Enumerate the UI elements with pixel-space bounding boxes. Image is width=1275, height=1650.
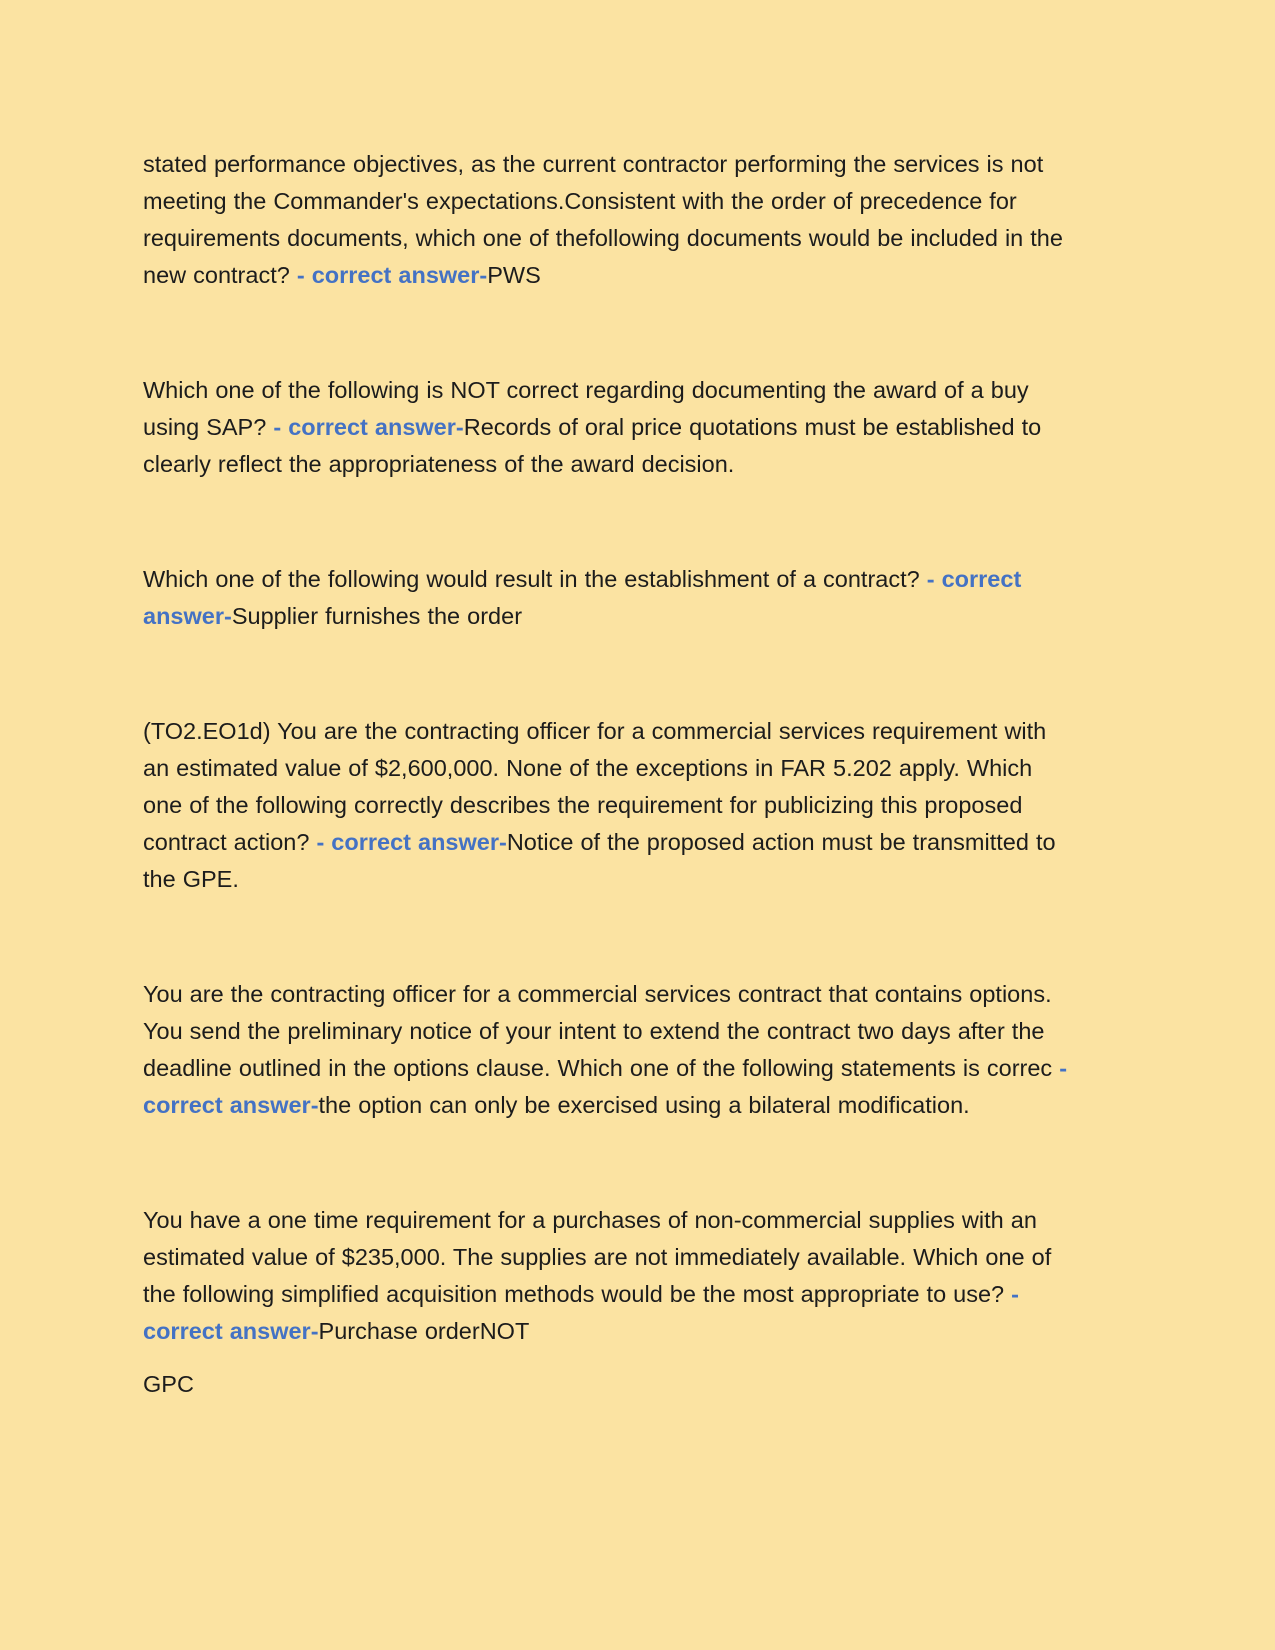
paragraph-text: Supplier furnishes the order — [231, 603, 523, 629]
paragraph-text: stated performance objectives, as the current contractor performing the services is not meeting the Commander's expectations.Consistent with the order of precedence for requirements documents, which one of thefollowing documents would be included in the new contract? — [143, 151, 1063, 288]
paragraph — [143, 561, 1071, 635]
correct-answer-label: - correct answer- — [296, 262, 488, 288]
paragraph-text: GPC — [143, 1371, 194, 1397]
paragraph-text: Which one of the following would result in the establishment of a contract? — [143, 566, 927, 592]
correct-answer-label: - correct answer- — [316, 829, 507, 855]
paragraph — [143, 1202, 1071, 1350]
document-content — [143, 146, 1071, 1419]
paragraph — [143, 372, 1071, 483]
paragraph — [143, 713, 1071, 898]
paragraph-text: Purchase orderNOT — [318, 1318, 530, 1344]
paragraph-text: the option can only be exercised using a bilateral modification. — [318, 1092, 970, 1118]
correct-answer-label: - correct answer- — [143, 1281, 1019, 1344]
paragraph-text: You are the contracting officer for a commercial services contract that contains options. You send the preliminary notice of your intent to extend the contract two days after the deadline outlined in the options clause. Which one of the following statements is correc — [143, 981, 1060, 1081]
paragraph-text: Notice of the proposed action must be transmitted to the GPE. — [143, 829, 1056, 892]
correct-answer-label: - correct answer- — [143, 566, 1022, 629]
paragraph — [143, 976, 1071, 1124]
paragraph-text: You have a one time requirement for a purchases of non-commercial supplies with an estimated value of $235,000. The supplies are not immediately available. Which one of the following simplified acquisition methods would be the most appropriate to use? — [143, 1207, 1052, 1307]
paragraph-text: Which one of the following is NOT correct regarding documenting the award of a buy using SAP? — [143, 377, 1029, 440]
paragraph-text: PWS — [487, 262, 541, 288]
paragraph-text: (TO2.EO1d) You are the contracting officer for a commercial services requirement with an estimated value of $2,600,000. None of the exceptions in FAR 5.202 apply. Which one of the following correctly describes the requirement for publicizing this proposed contract action? — [143, 718, 1047, 855]
correct-answer-label: - correct answer- — [273, 414, 464, 440]
correct-answer-label: - correct answer- — [143, 1055, 1068, 1118]
paragraph-text: Records of oral price quotations must be established to clearly reflect the appropriateness of the award decision. — [143, 414, 1042, 477]
paragraph — [143, 146, 1071, 294]
paragraph — [143, 1366, 1071, 1403]
